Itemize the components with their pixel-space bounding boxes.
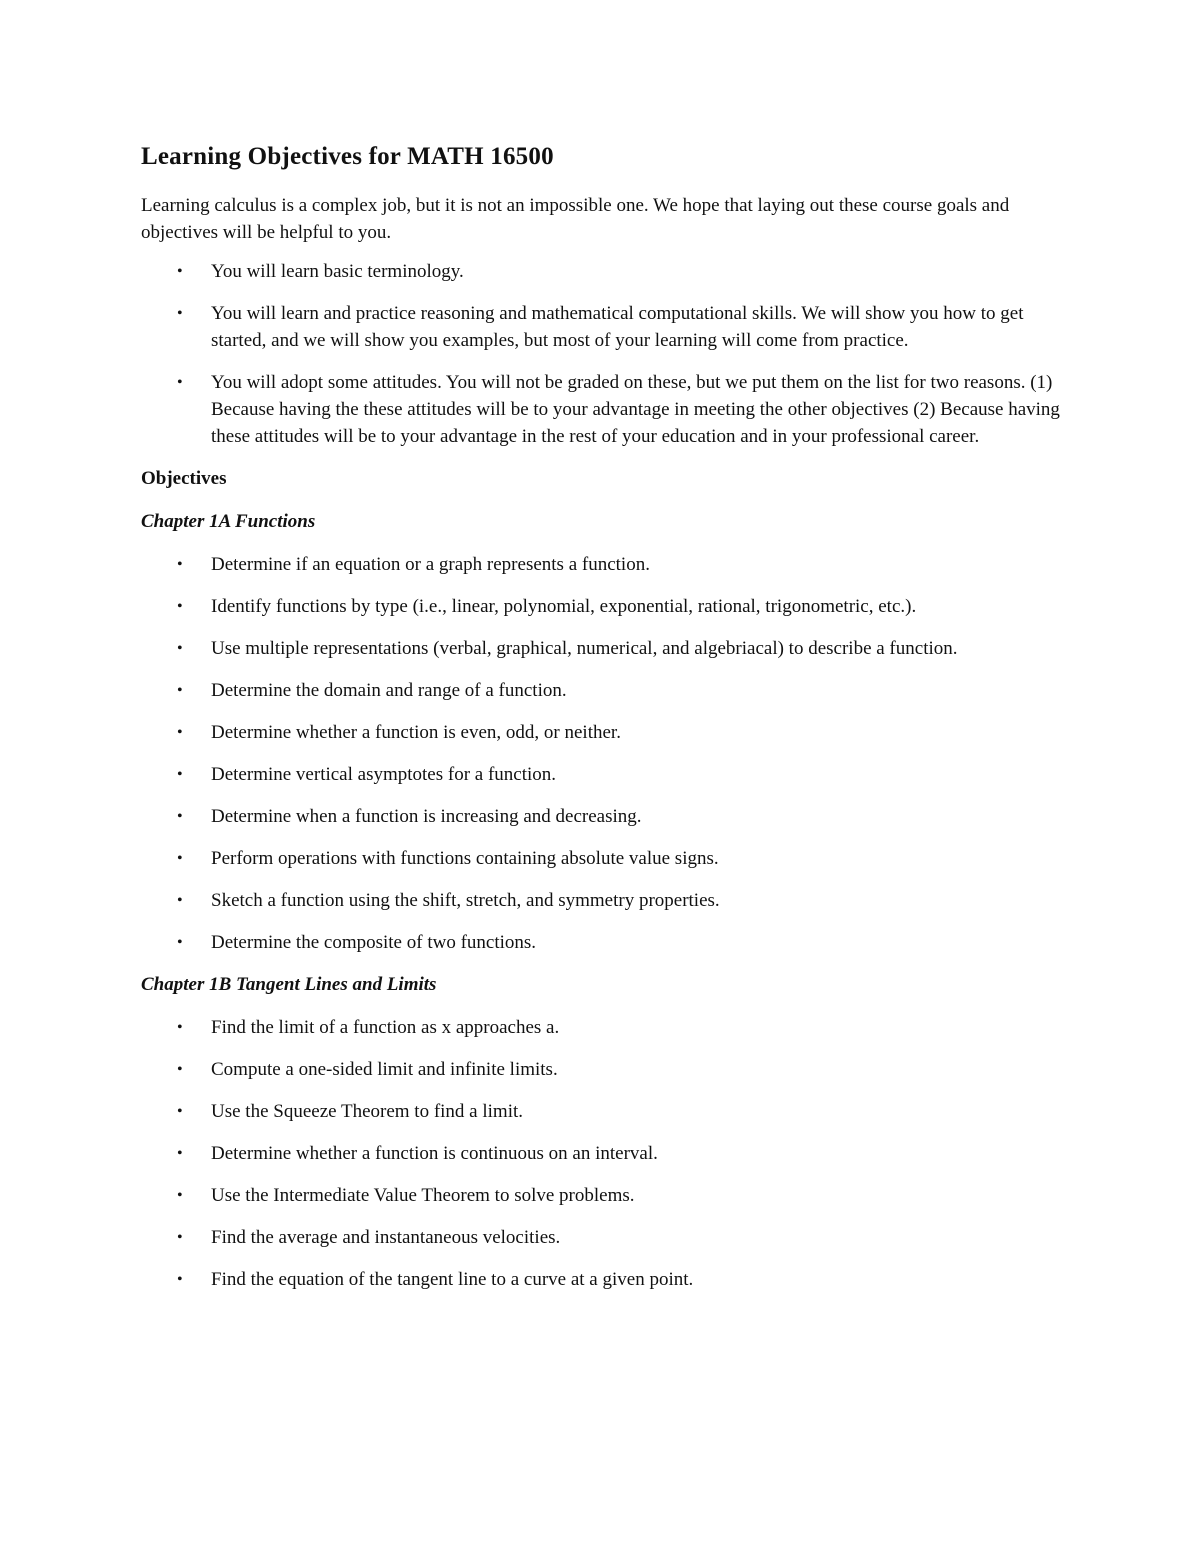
bullet-icon: •	[177, 850, 183, 867]
objective-text: Find the equation of the tangent line to a curve at a given point.	[211, 1269, 694, 1290]
objective-text: Find the average and instantaneous velocities.	[211, 1227, 561, 1248]
objective-text: Sketch a function using the shift, stretch, and symmetry properties.	[211, 890, 720, 911]
list-item	[141, 803, 1061, 830]
list-item	[141, 719, 1061, 746]
bullet-icon: •	[177, 1103, 183, 1120]
list-item	[141, 1098, 1061, 1125]
list-item	[141, 929, 1061, 956]
list-item	[141, 761, 1061, 788]
objective-text: Determine whether a function is even, odd, or neither.	[211, 722, 621, 743]
objective-text: Find the limit of a function as x approaches a.	[211, 1017, 560, 1038]
list-item	[141, 1224, 1061, 1251]
objective-text: Determine the domain and range of a function.	[211, 680, 567, 701]
objective-text: Compute a one-sided limit and infinite limits.	[211, 1059, 558, 1080]
objective-text: Determine when a function is increasing and decreasing.	[211, 806, 642, 827]
bullet-icon: •	[177, 598, 183, 615]
bullet-icon: •	[177, 1271, 183, 1288]
list-item	[141, 1266, 1061, 1293]
goals-list	[141, 258, 1061, 450]
list-item	[141, 677, 1061, 704]
bullet-icon: •	[177, 682, 183, 699]
list-item	[141, 258, 1061, 285]
bullet-icon: •	[177, 305, 183, 322]
chapter-objectives-list	[141, 1014, 1061, 1293]
objectives-heading: Objectives	[141, 468, 227, 489]
list-item	[141, 845, 1061, 872]
bullet-icon: •	[177, 892, 183, 909]
objective-text: Use multiple representations (verbal, graphical, numerical, and algebriacal) to describe a function.	[211, 638, 958, 659]
bullet-icon: •	[177, 808, 183, 825]
bullet-icon: •	[177, 1019, 183, 1036]
chapter-objectives-list	[141, 551, 1061, 956]
bullet-icon: •	[177, 640, 183, 657]
bullet-icon: •	[177, 556, 183, 573]
chapter-heading: Chapter 1A Functions	[141, 511, 316, 532]
intro-paragraph: Learning calculus is a complex job, but it is not an impossible one. We hope that laying out these course goals and objectives will be helpful to you.	[141, 195, 1010, 243]
list-item	[141, 551, 1061, 578]
bullet-icon: •	[177, 934, 183, 951]
objective-text: Identify functions by type (i.e., linear, polynomial, exponential, rational, trigonometric, etc.).	[211, 596, 917, 617]
bullet-icon: •	[177, 724, 183, 741]
bullet-icon: •	[177, 1145, 183, 1162]
chapter-heading: Chapter 1B Tangent Lines and Limits	[141, 974, 437, 995]
list-item	[141, 300, 1061, 354]
list-item	[141, 1140, 1061, 1167]
goal-text: You will learn basic terminology.	[211, 261, 464, 282]
bullet-icon: •	[177, 1061, 183, 1078]
list-item	[141, 1182, 1061, 1209]
goal-text: You will adopt some attitudes. You will not be graded on these, but we put them on the list for two reasons. (1) Because having the these attitudes will be to your advantage in meeting the other objectives (2) Because having these attitudes will be to your advantage in the rest of your education and in your professional career.	[211, 372, 1060, 447]
bullet-icon: •	[177, 263, 183, 280]
objective-text: Use the Squeeze Theorem to find a limit.	[211, 1101, 524, 1122]
bullet-icon: •	[177, 1229, 183, 1246]
list-item	[141, 1056, 1061, 1083]
list-item	[141, 369, 1061, 450]
objective-text: Determine if an equation or a graph represents a function.	[211, 554, 650, 575]
document-title: Learning Objectives for MATH 16500	[141, 143, 554, 170]
objective-text: Determine the composite of two functions.	[211, 932, 537, 953]
list-item	[141, 593, 1061, 620]
list-item	[141, 1014, 1061, 1041]
objective-text: Determine vertical asymptotes for a function.	[211, 764, 557, 785]
list-item	[141, 887, 1061, 914]
list-item	[141, 635, 1061, 662]
bullet-icon: •	[177, 766, 183, 783]
objective-text: Determine whether a function is continuous on an interval.	[211, 1143, 658, 1164]
objective-text: Use the Intermediate Value Theorem to solve problems.	[211, 1185, 635, 1206]
bullet-icon: •	[177, 1187, 183, 1204]
objective-text: Perform operations with functions containing absolute value signs.	[211, 848, 719, 869]
bullet-icon: •	[177, 374, 183, 391]
goal-text: You will learn and practice reasoning and mathematical computational skills. We will show you how to get started, and we will show you examples, but most of your learning will come from practice.	[211, 303, 1024, 351]
document-body	[141, 140, 1061, 1308]
